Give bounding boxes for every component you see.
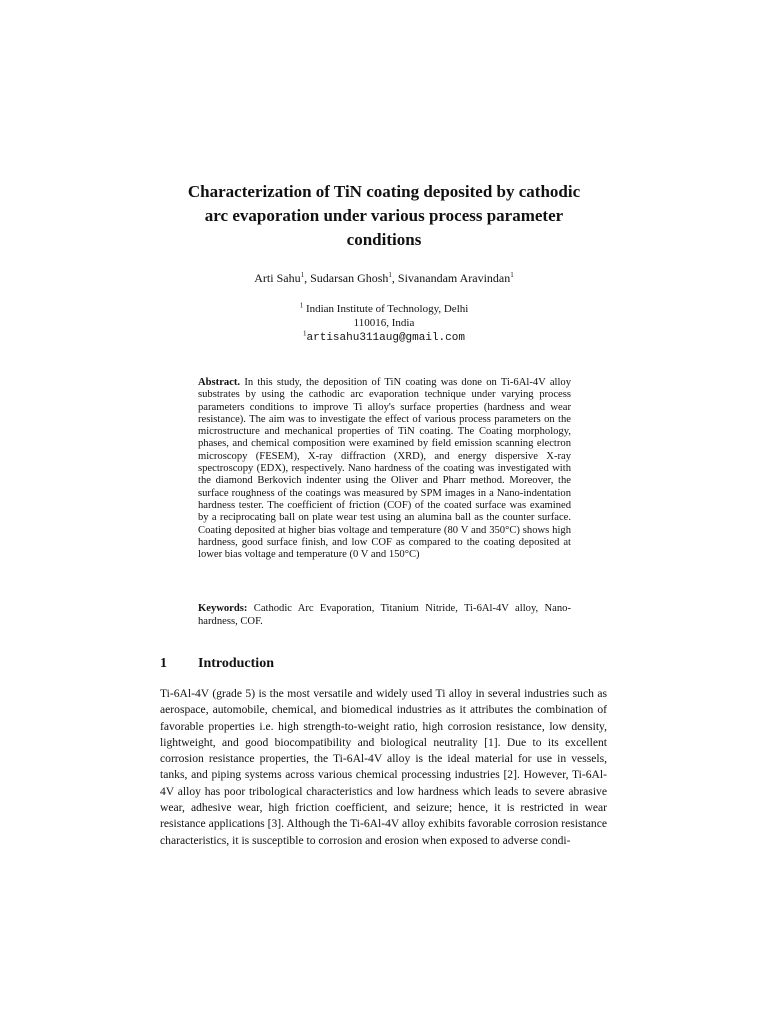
keywords-text: Cathodic Arc Evaporation, Titanium Nitride, Ti-6Al-4V alloy, Nano-hardness, COF. (198, 603, 571, 627)
author-affiliation-mark: 1 (388, 271, 392, 279)
paper-title (150, 180, 618, 252)
email-mark: 1 (303, 329, 307, 338)
section-title: Introduction (198, 656, 274, 671)
author-affiliation-mark: 1 (300, 271, 305, 279)
author-name: Sudarsan Ghosh (310, 271, 389, 285)
author-list: Arti Sahu$^1$, Sudarsan Ghosh$^1$, Sivanandam Aravindan$^1$ (254, 271, 514, 285)
keywords (198, 603, 571, 628)
title-line: conditions (346, 230, 422, 249)
abstract-text: In this study, the deposition of TiN coating was done on Ti-6Al-4V alloy substrates by using the cathodic arc evaporation technique under varying process parameters conditions to improve Ti alloy's surface properties (hardness and wear resistance). The aim was to investigate the effect of various process parameters on the microstructure and mechanical properties of TiN coating. The Coating morphology, phases, and chemical composition were examined by field emission scanning electron microscopy (FESEM), X-ray diffraction (XRD), and energy dispersive X-ray spectroscopy (EDX), respectively. Nano hardness of the coating was investigated with the diamond Berkovich indenter using the Oliver and Pharr method. Moreover, the surface roughness of the coatings was measured by SPM images in a Nano-indentation hardness tester. The coefficient of friction (COF) of the coated surface was examined by a reciprocating ball on plate wear test using an alumina ball as the counter surface. Coating deposited at higher bias voltage and temperature (80 V and 350°C) shows high hardness, good surface finish, and low COF as compared to the coating deposited at lower bias voltage and temperature (0 V and 150°C) (198, 377, 572, 561)
abstract (198, 377, 571, 561)
keywords-label: Keywords: (198, 603, 248, 614)
affiliation-block (150, 302, 618, 345)
affiliation-institute: Indian Institute of Technology, Delhi (305, 303, 469, 315)
author-affiliation-mark: 1 (510, 271, 514, 279)
affiliation-mark: 1 (299, 301, 304, 310)
section-heading (160, 655, 620, 673)
section-number: 1 (160, 656, 167, 671)
title-line: arc evaporation under various process parameter (204, 206, 564, 225)
affiliation-postal: 110016, India (353, 317, 415, 329)
abstract-label: Abstract. (198, 377, 241, 388)
author-name: Sivanandam Aravindan (397, 271, 511, 285)
title-line: Characterization of TiN coating deposited by cathodic (187, 182, 581, 201)
introduction-paragraph: Ti-6Al-4V (grade 5) is the most versatile and widely used Ti alloy in several industries such as aerospace, automobile, chemical, and biomedical industries as it attributes the combination of favorable properties i.e. high strength-to-weight ratio, high corrosion resistance, low density, lightweight, and good biocompatibility and biological neutrality [1]. Due to its excellent corrosion resistance properties, the Ti-6Al-4V alloy is the ideal material for use in vessels, tanks, and piping systems across various chemical processing industries [2]. However, Ti-6Al-4V alloy has poor tribological characteristics and low hardness which leads to severe abrasive wear, adhesive wear, high friction coefficient, and seizure; hence, it is restricted in wear resistance applications [3]. Although the Ti-6Al-4V alloy exhibits favorable corrosion resistance characteristics, it is susceptible to corrosion and erosion when exposed to adverse condi- (160, 687, 607, 847)
author-name: Arti Sahu (254, 271, 301, 285)
author-email: artisahu311aug@gmail.com (306, 332, 465, 344)
